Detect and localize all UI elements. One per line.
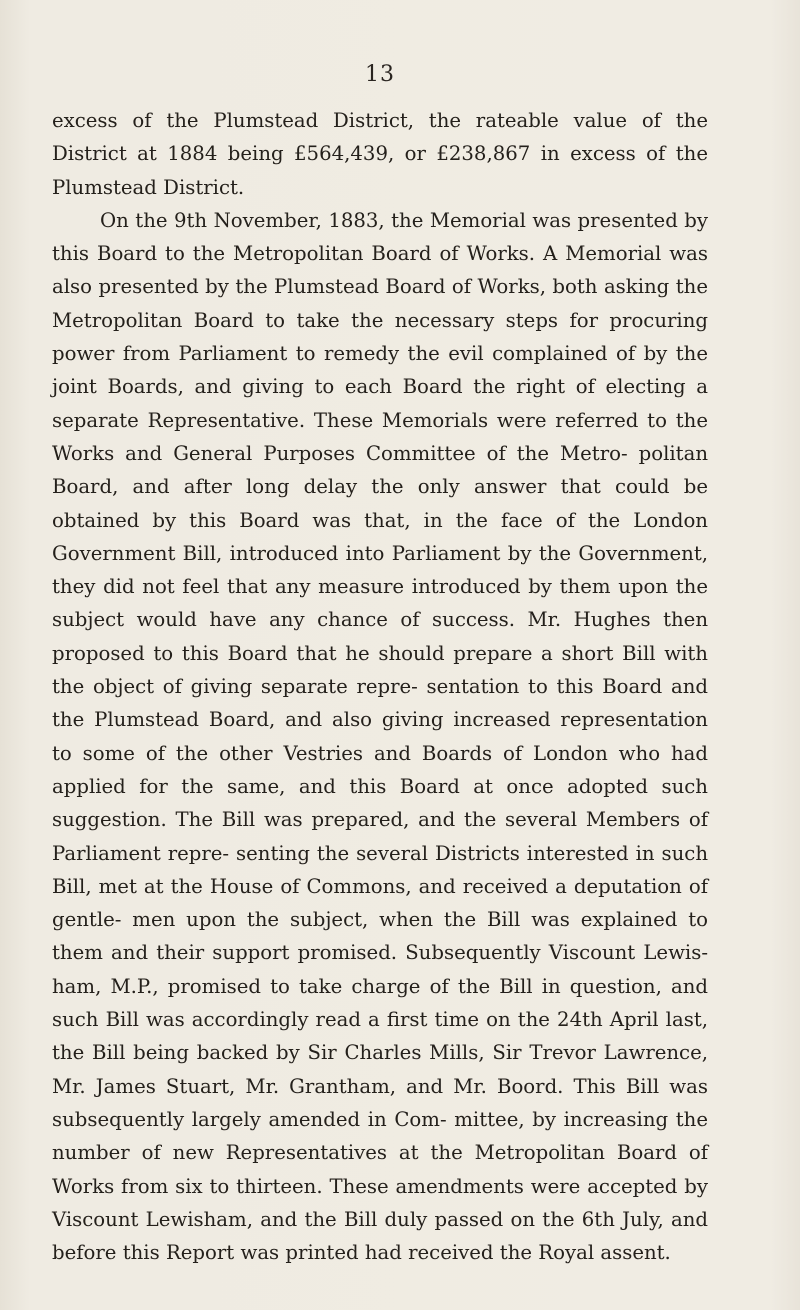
page-number: 13 <box>365 62 395 87</box>
paragraph-memorial-history: On the 9th November, 1883, the Memorial was presented by this Board to the Metropolitan Board of Works. A Memorial was also presented by the Plumstead Board of Works, both asking the Metropolitan Board to take the necessary steps for procuring power from Parliament to remedy the evil complained of by the joint Boards, and giving to each Board the right of electing a separate Representative. These Memorials were referred to the Works and General Purposes Committee of the Metro- politan Board, and after long delay the only answer that could be obtained by this Board was that, in the face of the London Government Bill, introduced into Parliament by the Government, they did not feel that any measure introduced by them upon the subject would have any chance of success. Mr. Hughes then proposed to this Board that he should prepare a short Bill with the object of giving separate repre- sentation to this Board and the Plumstead Board, and also giving increased representation to some of the other Vestries and Boards of London who had applied for the same, and this Board at once adopted such suggestion. The Bill was prepared, and the several Members of Parliament repre- senting the several Districts interested in such Bill, met at the House of Commons, and received a deputation of gentle- men upon the subject, when the Bill was explained to them and their support promised. Subsequently Viscount Lewis- ham, M.P., promised to take charge of the Bill in question, and such Bill was accordingly read a first time on the 24th April last, the Bill being backed by Sir Charles Mills, Sir Trevor Lawrence, Mr. James Stuart, Mr. Grantham, and Mr. Boord. This Bill was subsequently largely amended in Com- mittee, by increasing the number of new Representatives at the Metropolitan Board of Works from six to thirteen. These amendments were accepted by Viscount Lewisham, and the Bill duly passed on the 6th July, and before this Report was printed had received the Royal assent. <box>52 208 708 1265</box>
paragraph-continuation: excess of the Plumstead District, the rateable value of the District at 1884 being £564,439, or £238,867 in excess of the Plumstead District. <box>52 109 708 199</box>
body-text <box>52 104 708 1269</box>
